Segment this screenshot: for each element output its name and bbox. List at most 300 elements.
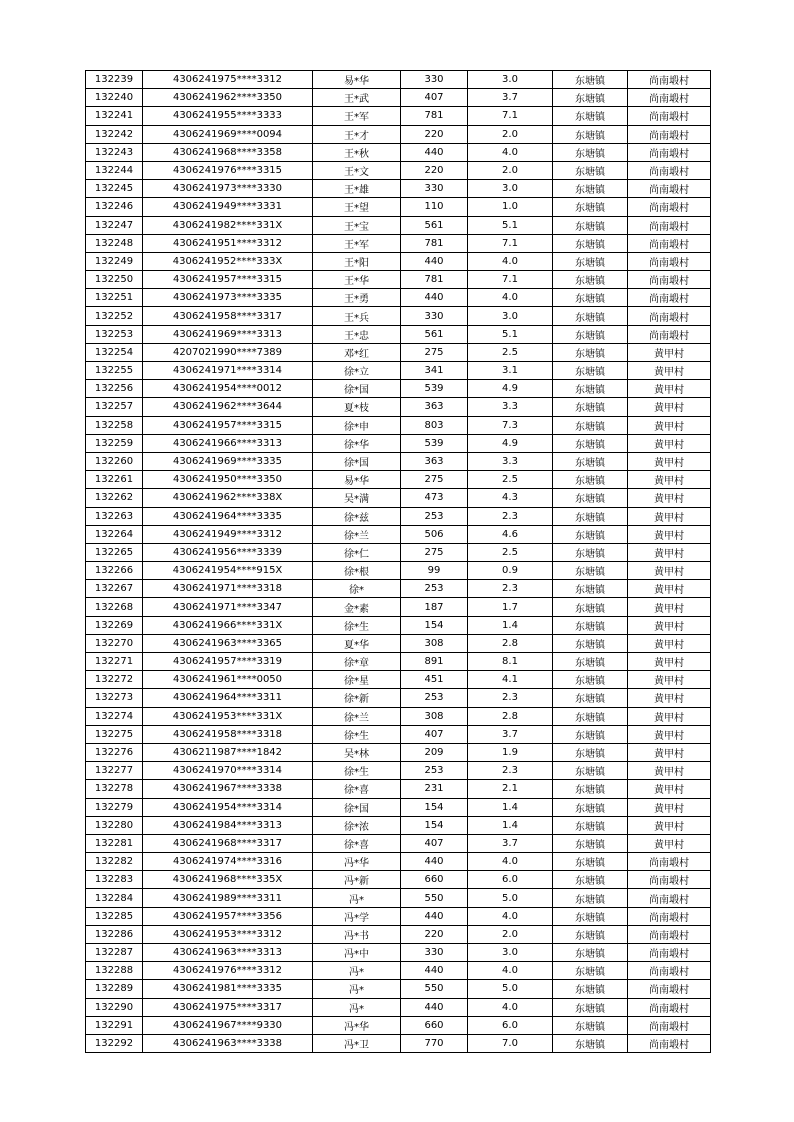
cell-name: 徐*国 — [313, 380, 401, 398]
cell-name: 夏*华 — [313, 634, 401, 652]
cell-town: 东塘镇 — [553, 89, 628, 107]
cell-id_number: 4306241971****3318 — [143, 580, 313, 598]
cell-seq: 132271 — [86, 653, 143, 671]
cell-seq: 132270 — [86, 634, 143, 652]
cell-amount: 550 — [401, 980, 468, 998]
cell-village: 黄甲村 — [628, 471, 711, 489]
cell-value: 1.0 — [468, 198, 553, 216]
cell-seq: 132248 — [86, 234, 143, 252]
cell-village: 黄甲村 — [628, 380, 711, 398]
cell-name: 徐*喜 — [313, 780, 401, 798]
cell-name: 王*秋 — [313, 143, 401, 161]
cell-village: 黄甲村 — [628, 362, 711, 380]
cell-id_number: 4306241949****3312 — [143, 525, 313, 543]
cell-amount: 330 — [401, 71, 468, 89]
cell-village: 尚南塅村 — [628, 907, 711, 925]
cell-name: 王*勇 — [313, 289, 401, 307]
cell-seq: 132247 — [86, 216, 143, 234]
cell-village: 黄甲村 — [628, 580, 711, 598]
cell-id_number: 4306241984****3313 — [143, 816, 313, 834]
cell-village: 尚南塅村 — [628, 271, 711, 289]
cell-amount: 154 — [401, 616, 468, 634]
table-row — [86, 925, 711, 943]
cell-town: 东塘镇 — [553, 944, 628, 962]
cell-town: 东塘镇 — [553, 598, 628, 616]
table-row — [86, 252, 711, 270]
cell-name: 徐*浓 — [313, 816, 401, 834]
cell-village: 黄甲村 — [628, 634, 711, 652]
cell-value: 4.3 — [468, 489, 553, 507]
cell-name: 徐*兰 — [313, 707, 401, 725]
cell-village: 尚南塅村 — [628, 180, 711, 198]
table-row — [86, 489, 711, 507]
cell-seq: 132282 — [86, 853, 143, 871]
cell-village: 黄甲村 — [628, 743, 711, 761]
table-row — [86, 598, 711, 616]
table-row — [86, 234, 711, 252]
cell-town: 东塘镇 — [553, 143, 628, 161]
table-row — [86, 198, 711, 216]
cell-town: 东塘镇 — [553, 1016, 628, 1034]
cell-village: 黄甲村 — [628, 798, 711, 816]
cell-amount: 781 — [401, 271, 468, 289]
cell-seq: 132269 — [86, 616, 143, 634]
cell-village: 尚南塅村 — [628, 980, 711, 998]
cell-village: 黄甲村 — [628, 343, 711, 361]
cell-town: 东塘镇 — [553, 307, 628, 325]
cell-id_number: 4306241971****3347 — [143, 598, 313, 616]
cell-town: 东塘镇 — [553, 71, 628, 89]
cell-id_number: 4306241969****3335 — [143, 452, 313, 470]
cell-value: 4.9 — [468, 434, 553, 452]
cell-seq: 132292 — [86, 1034, 143, 1052]
cell-name: 邓*红 — [313, 343, 401, 361]
cell-name: 夏*枝 — [313, 398, 401, 416]
cell-town: 东塘镇 — [553, 980, 628, 998]
cell-village: 黄甲村 — [628, 816, 711, 834]
table-row — [86, 853, 711, 871]
cell-town: 东塘镇 — [553, 689, 628, 707]
cell-amount: 253 — [401, 507, 468, 525]
table-row — [86, 798, 711, 816]
cell-village: 尚南塅村 — [628, 1034, 711, 1052]
cell-name: 徐*兹 — [313, 507, 401, 525]
cell-town: 东塘镇 — [553, 798, 628, 816]
cell-town: 东塘镇 — [553, 416, 628, 434]
cell-village: 黄甲村 — [628, 671, 711, 689]
cell-village: 黄甲村 — [628, 416, 711, 434]
cell-name: 冯*卫 — [313, 1034, 401, 1052]
cell-name: 易*华 — [313, 471, 401, 489]
cell-town: 东塘镇 — [553, 871, 628, 889]
cell-value: 2.5 — [468, 343, 553, 361]
cell-town: 东塘镇 — [553, 925, 628, 943]
cell-value: 3.1 — [468, 362, 553, 380]
cell-id_number: 4306241968****335X — [143, 871, 313, 889]
table-row — [86, 125, 711, 143]
cell-amount: 440 — [401, 289, 468, 307]
cell-value: 4.0 — [468, 252, 553, 270]
cell-id_number: 4306241981****3335 — [143, 980, 313, 998]
table-row — [86, 216, 711, 234]
table-row — [86, 816, 711, 834]
cell-id_number: 4306241958****3318 — [143, 725, 313, 743]
cell-amount: 539 — [401, 380, 468, 398]
cell-town: 东塘镇 — [553, 234, 628, 252]
cell-amount: 440 — [401, 907, 468, 925]
records-table-body — [86, 71, 711, 1053]
cell-id_number: 4306241970****3314 — [143, 762, 313, 780]
cell-village: 尚南塅村 — [628, 143, 711, 161]
cell-name: 王*武 — [313, 89, 401, 107]
cell-village: 黄甲村 — [628, 398, 711, 416]
cell-town: 东塘镇 — [553, 998, 628, 1016]
table-row — [86, 343, 711, 361]
cell-id_number: 4306241949****3331 — [143, 198, 313, 216]
table-row — [86, 180, 711, 198]
cell-amount: 781 — [401, 234, 468, 252]
cell-id_number: 4306241969****0094 — [143, 125, 313, 143]
cell-town: 东塘镇 — [553, 707, 628, 725]
cell-amount: 253 — [401, 762, 468, 780]
cell-seq: 132261 — [86, 471, 143, 489]
cell-town: 东塘镇 — [553, 562, 628, 580]
cell-value: 2.3 — [468, 689, 553, 707]
cell-name: 冯*华 — [313, 853, 401, 871]
cell-town: 东塘镇 — [553, 180, 628, 198]
cell-name: 王*雄 — [313, 180, 401, 198]
cell-village: 尚南塅村 — [628, 125, 711, 143]
cell-seq: 132245 — [86, 180, 143, 198]
cell-village: 黄甲村 — [628, 707, 711, 725]
cell-name: 徐*立 — [313, 362, 401, 380]
cell-id_number: 4306241973****3330 — [143, 180, 313, 198]
cell-amount: 770 — [401, 1034, 468, 1052]
table-row — [86, 143, 711, 161]
cell-value: 2.3 — [468, 507, 553, 525]
cell-name: 王*才 — [313, 125, 401, 143]
cell-id_number: 4306241951****3312 — [143, 234, 313, 252]
cell-seq: 132280 — [86, 816, 143, 834]
cell-id_number: 4306241969****3313 — [143, 325, 313, 343]
cell-value: 8.1 — [468, 653, 553, 671]
cell-name: 冯*新 — [313, 871, 401, 889]
cell-village: 尚南塅村 — [628, 307, 711, 325]
cell-village: 黄甲村 — [628, 653, 711, 671]
cell-town: 东塘镇 — [553, 1034, 628, 1052]
cell-name: 徐*章 — [313, 653, 401, 671]
cell-id_number: 4306241975****3312 — [143, 71, 313, 89]
cell-seq: 132287 — [86, 944, 143, 962]
cell-town: 东塘镇 — [553, 671, 628, 689]
cell-id_number: 4207021990****7389 — [143, 343, 313, 361]
cell-name: 徐*兰 — [313, 525, 401, 543]
cell-seq: 132268 — [86, 598, 143, 616]
cell-id_number: 4306241973****3335 — [143, 289, 313, 307]
cell-town: 东塘镇 — [553, 343, 628, 361]
cell-value: 1.4 — [468, 616, 553, 634]
cell-id_number: 4306241962****3350 — [143, 89, 313, 107]
cell-amount: 363 — [401, 398, 468, 416]
cell-town: 东塘镇 — [553, 543, 628, 561]
cell-amount: 660 — [401, 1016, 468, 1034]
cell-amount: 440 — [401, 252, 468, 270]
table-row — [86, 634, 711, 652]
cell-id_number: 4306241963****3365 — [143, 634, 313, 652]
cell-name: 冯* — [313, 998, 401, 1016]
cell-name: 徐*星 — [313, 671, 401, 689]
cell-amount: 660 — [401, 871, 468, 889]
cell-id_number: 4306241962****338X — [143, 489, 313, 507]
cell-town: 东塘镇 — [553, 125, 628, 143]
cell-amount: 99 — [401, 562, 468, 580]
cell-town: 东塘镇 — [553, 634, 628, 652]
cell-amount: 275 — [401, 343, 468, 361]
table-row — [86, 1016, 711, 1034]
cell-name: 徐*喜 — [313, 834, 401, 852]
table-row — [86, 71, 711, 89]
cell-name: 徐*生 — [313, 616, 401, 634]
cell-amount: 561 — [401, 216, 468, 234]
cell-name: 王*兵 — [313, 307, 401, 325]
cell-name: 王*宝 — [313, 216, 401, 234]
cell-id_number: 4306241967****3338 — [143, 780, 313, 798]
cell-amount: 209 — [401, 743, 468, 761]
cell-value: 4.0 — [468, 289, 553, 307]
cell-amount: 781 — [401, 107, 468, 125]
cell-seq: 132276 — [86, 743, 143, 761]
table-row — [86, 962, 711, 980]
cell-amount: 110 — [401, 198, 468, 216]
cell-value: 3.7 — [468, 725, 553, 743]
cell-amount: 561 — [401, 325, 468, 343]
cell-amount: 473 — [401, 489, 468, 507]
table-row — [86, 416, 711, 434]
cell-amount: 440 — [401, 853, 468, 871]
table-row — [86, 998, 711, 1016]
cell-id_number: 4306241954****0012 — [143, 380, 313, 398]
cell-value: 4.0 — [468, 907, 553, 925]
cell-name: 吴*满 — [313, 489, 401, 507]
cell-id_number: 4306241950****3350 — [143, 471, 313, 489]
cell-town: 东塘镇 — [553, 762, 628, 780]
cell-value: 6.0 — [468, 1016, 553, 1034]
cell-village: 黄甲村 — [628, 543, 711, 561]
table-row — [86, 780, 711, 798]
cell-village: 尚南塅村 — [628, 998, 711, 1016]
cell-seq: 132251 — [86, 289, 143, 307]
cell-seq: 132273 — [86, 689, 143, 707]
table-row — [86, 671, 711, 689]
cell-seq: 132272 — [86, 671, 143, 689]
cell-id_number: 4306241971****3314 — [143, 362, 313, 380]
cell-town: 东塘镇 — [553, 434, 628, 452]
cell-amount: 451 — [401, 671, 468, 689]
cell-seq: 132264 — [86, 525, 143, 543]
cell-town: 东塘镇 — [553, 398, 628, 416]
cell-village: 黄甲村 — [628, 780, 711, 798]
cell-value: 7.3 — [468, 416, 553, 434]
cell-value: 3.3 — [468, 452, 553, 470]
document-page — [85, 70, 711, 1053]
cell-id_number: 4306241953****3312 — [143, 925, 313, 943]
cell-town: 东塘镇 — [553, 325, 628, 343]
cell-name: 徐*国 — [313, 452, 401, 470]
cell-value: 3.7 — [468, 834, 553, 852]
cell-name: 王*军 — [313, 107, 401, 125]
cell-id_number: 4306241989****3311 — [143, 889, 313, 907]
cell-village: 黄甲村 — [628, 507, 711, 525]
cell-seq: 132254 — [86, 343, 143, 361]
cell-seq: 132285 — [86, 907, 143, 925]
cell-name: 冯* — [313, 889, 401, 907]
cell-village: 尚南塅村 — [628, 216, 711, 234]
table-row — [86, 889, 711, 907]
cell-village: 黄甲村 — [628, 525, 711, 543]
cell-amount: 407 — [401, 834, 468, 852]
cell-town: 东塘镇 — [553, 252, 628, 270]
cell-id_number: 4306241957****3315 — [143, 271, 313, 289]
cell-id_number: 4306241968****3317 — [143, 834, 313, 852]
cell-village: 黄甲村 — [628, 562, 711, 580]
cell-seq: 132281 — [86, 834, 143, 852]
cell-seq: 132259 — [86, 434, 143, 452]
cell-id_number: 4306241964****3335 — [143, 507, 313, 525]
table-row — [86, 580, 711, 598]
cell-village: 黄甲村 — [628, 434, 711, 452]
cell-amount: 220 — [401, 125, 468, 143]
cell-town: 东塘镇 — [553, 816, 628, 834]
cell-value: 0.9 — [468, 562, 553, 580]
cell-id_number: 4306241953****331X — [143, 707, 313, 725]
cell-value: 5.1 — [468, 216, 553, 234]
cell-name: 徐*生 — [313, 762, 401, 780]
cell-id_number: 4306241957****3356 — [143, 907, 313, 925]
cell-seq: 132239 — [86, 71, 143, 89]
cell-value: 4.6 — [468, 525, 553, 543]
cell-town: 东塘镇 — [553, 289, 628, 307]
cell-value: 3.0 — [468, 944, 553, 962]
table-row — [86, 107, 711, 125]
cell-name: 王*忠 — [313, 325, 401, 343]
cell-amount: 231 — [401, 780, 468, 798]
cell-town: 东塘镇 — [553, 889, 628, 907]
table-row — [86, 325, 711, 343]
cell-town: 东塘镇 — [553, 853, 628, 871]
cell-id_number: 4306241963****3338 — [143, 1034, 313, 1052]
cell-name: 徐*申 — [313, 416, 401, 434]
cell-seq: 132286 — [86, 925, 143, 943]
cell-seq: 132263 — [86, 507, 143, 525]
cell-value: 3.0 — [468, 180, 553, 198]
table-row — [86, 762, 711, 780]
cell-id_number: 4306211987****1842 — [143, 743, 313, 761]
cell-id_number: 4306241954****3314 — [143, 798, 313, 816]
cell-id_number: 4306241954****915X — [143, 562, 313, 580]
table-row — [86, 907, 711, 925]
cell-id_number: 4306241955****3333 — [143, 107, 313, 125]
cell-value: 7.1 — [468, 271, 553, 289]
cell-town: 东塘镇 — [553, 271, 628, 289]
table-row — [86, 871, 711, 889]
cell-value: 1.4 — [468, 798, 553, 816]
cell-seq: 132241 — [86, 107, 143, 125]
cell-id_number: 4306241956****3339 — [143, 543, 313, 561]
cell-name: 吴*林 — [313, 743, 401, 761]
cell-amount: 308 — [401, 634, 468, 652]
cell-value: 1.7 — [468, 598, 553, 616]
cell-value: 4.0 — [468, 962, 553, 980]
table-row — [86, 362, 711, 380]
cell-amount: 550 — [401, 889, 468, 907]
cell-value: 2.5 — [468, 471, 553, 489]
table-row — [86, 562, 711, 580]
table-row — [86, 707, 711, 725]
cell-amount: 440 — [401, 143, 468, 161]
cell-village: 黄甲村 — [628, 489, 711, 507]
cell-name: 徐* — [313, 580, 401, 598]
cell-value: 2.5 — [468, 543, 553, 561]
cell-seq: 132240 — [86, 89, 143, 107]
cell-amount: 154 — [401, 798, 468, 816]
cell-amount: 154 — [401, 816, 468, 834]
table-row — [86, 543, 711, 561]
cell-town: 东塘镇 — [553, 725, 628, 743]
cell-value: 2.0 — [468, 125, 553, 143]
table-row — [86, 161, 711, 179]
table-row — [86, 271, 711, 289]
cell-amount: 891 — [401, 653, 468, 671]
cell-value: 3.0 — [468, 71, 553, 89]
cell-value: 2.1 — [468, 780, 553, 798]
cell-name: 王*军 — [313, 234, 401, 252]
table-row — [86, 725, 711, 743]
cell-amount: 220 — [401, 925, 468, 943]
table-row — [86, 307, 711, 325]
cell-amount: 187 — [401, 598, 468, 616]
table-row — [86, 944, 711, 962]
cell-village: 黄甲村 — [628, 452, 711, 470]
cell-seq: 132277 — [86, 762, 143, 780]
cell-name: 徐*国 — [313, 798, 401, 816]
cell-seq: 132255 — [86, 362, 143, 380]
cell-town: 东塘镇 — [553, 452, 628, 470]
cell-value: 1.4 — [468, 816, 553, 834]
cell-town: 东塘镇 — [553, 580, 628, 598]
cell-seq: 132243 — [86, 143, 143, 161]
cell-seq: 132289 — [86, 980, 143, 998]
cell-village: 尚南塅村 — [628, 89, 711, 107]
cell-seq: 132262 — [86, 489, 143, 507]
cell-value: 2.8 — [468, 634, 553, 652]
cell-village: 尚南塅村 — [628, 962, 711, 980]
cell-amount: 363 — [401, 452, 468, 470]
cell-id_number: 4306241961****0050 — [143, 671, 313, 689]
cell-id_number: 4306241963****3313 — [143, 944, 313, 962]
cell-town: 东塘镇 — [553, 653, 628, 671]
cell-value: 5.0 — [468, 889, 553, 907]
cell-town: 东塘镇 — [553, 780, 628, 798]
cell-town: 东塘镇 — [553, 743, 628, 761]
cell-value: 3.3 — [468, 398, 553, 416]
cell-value: 6.0 — [468, 871, 553, 889]
cell-town: 东塘镇 — [553, 834, 628, 852]
cell-seq: 132246 — [86, 198, 143, 216]
cell-village: 尚南塅村 — [628, 889, 711, 907]
table-row — [86, 834, 711, 852]
cell-name: 冯*华 — [313, 1016, 401, 1034]
cell-town: 东塘镇 — [553, 216, 628, 234]
